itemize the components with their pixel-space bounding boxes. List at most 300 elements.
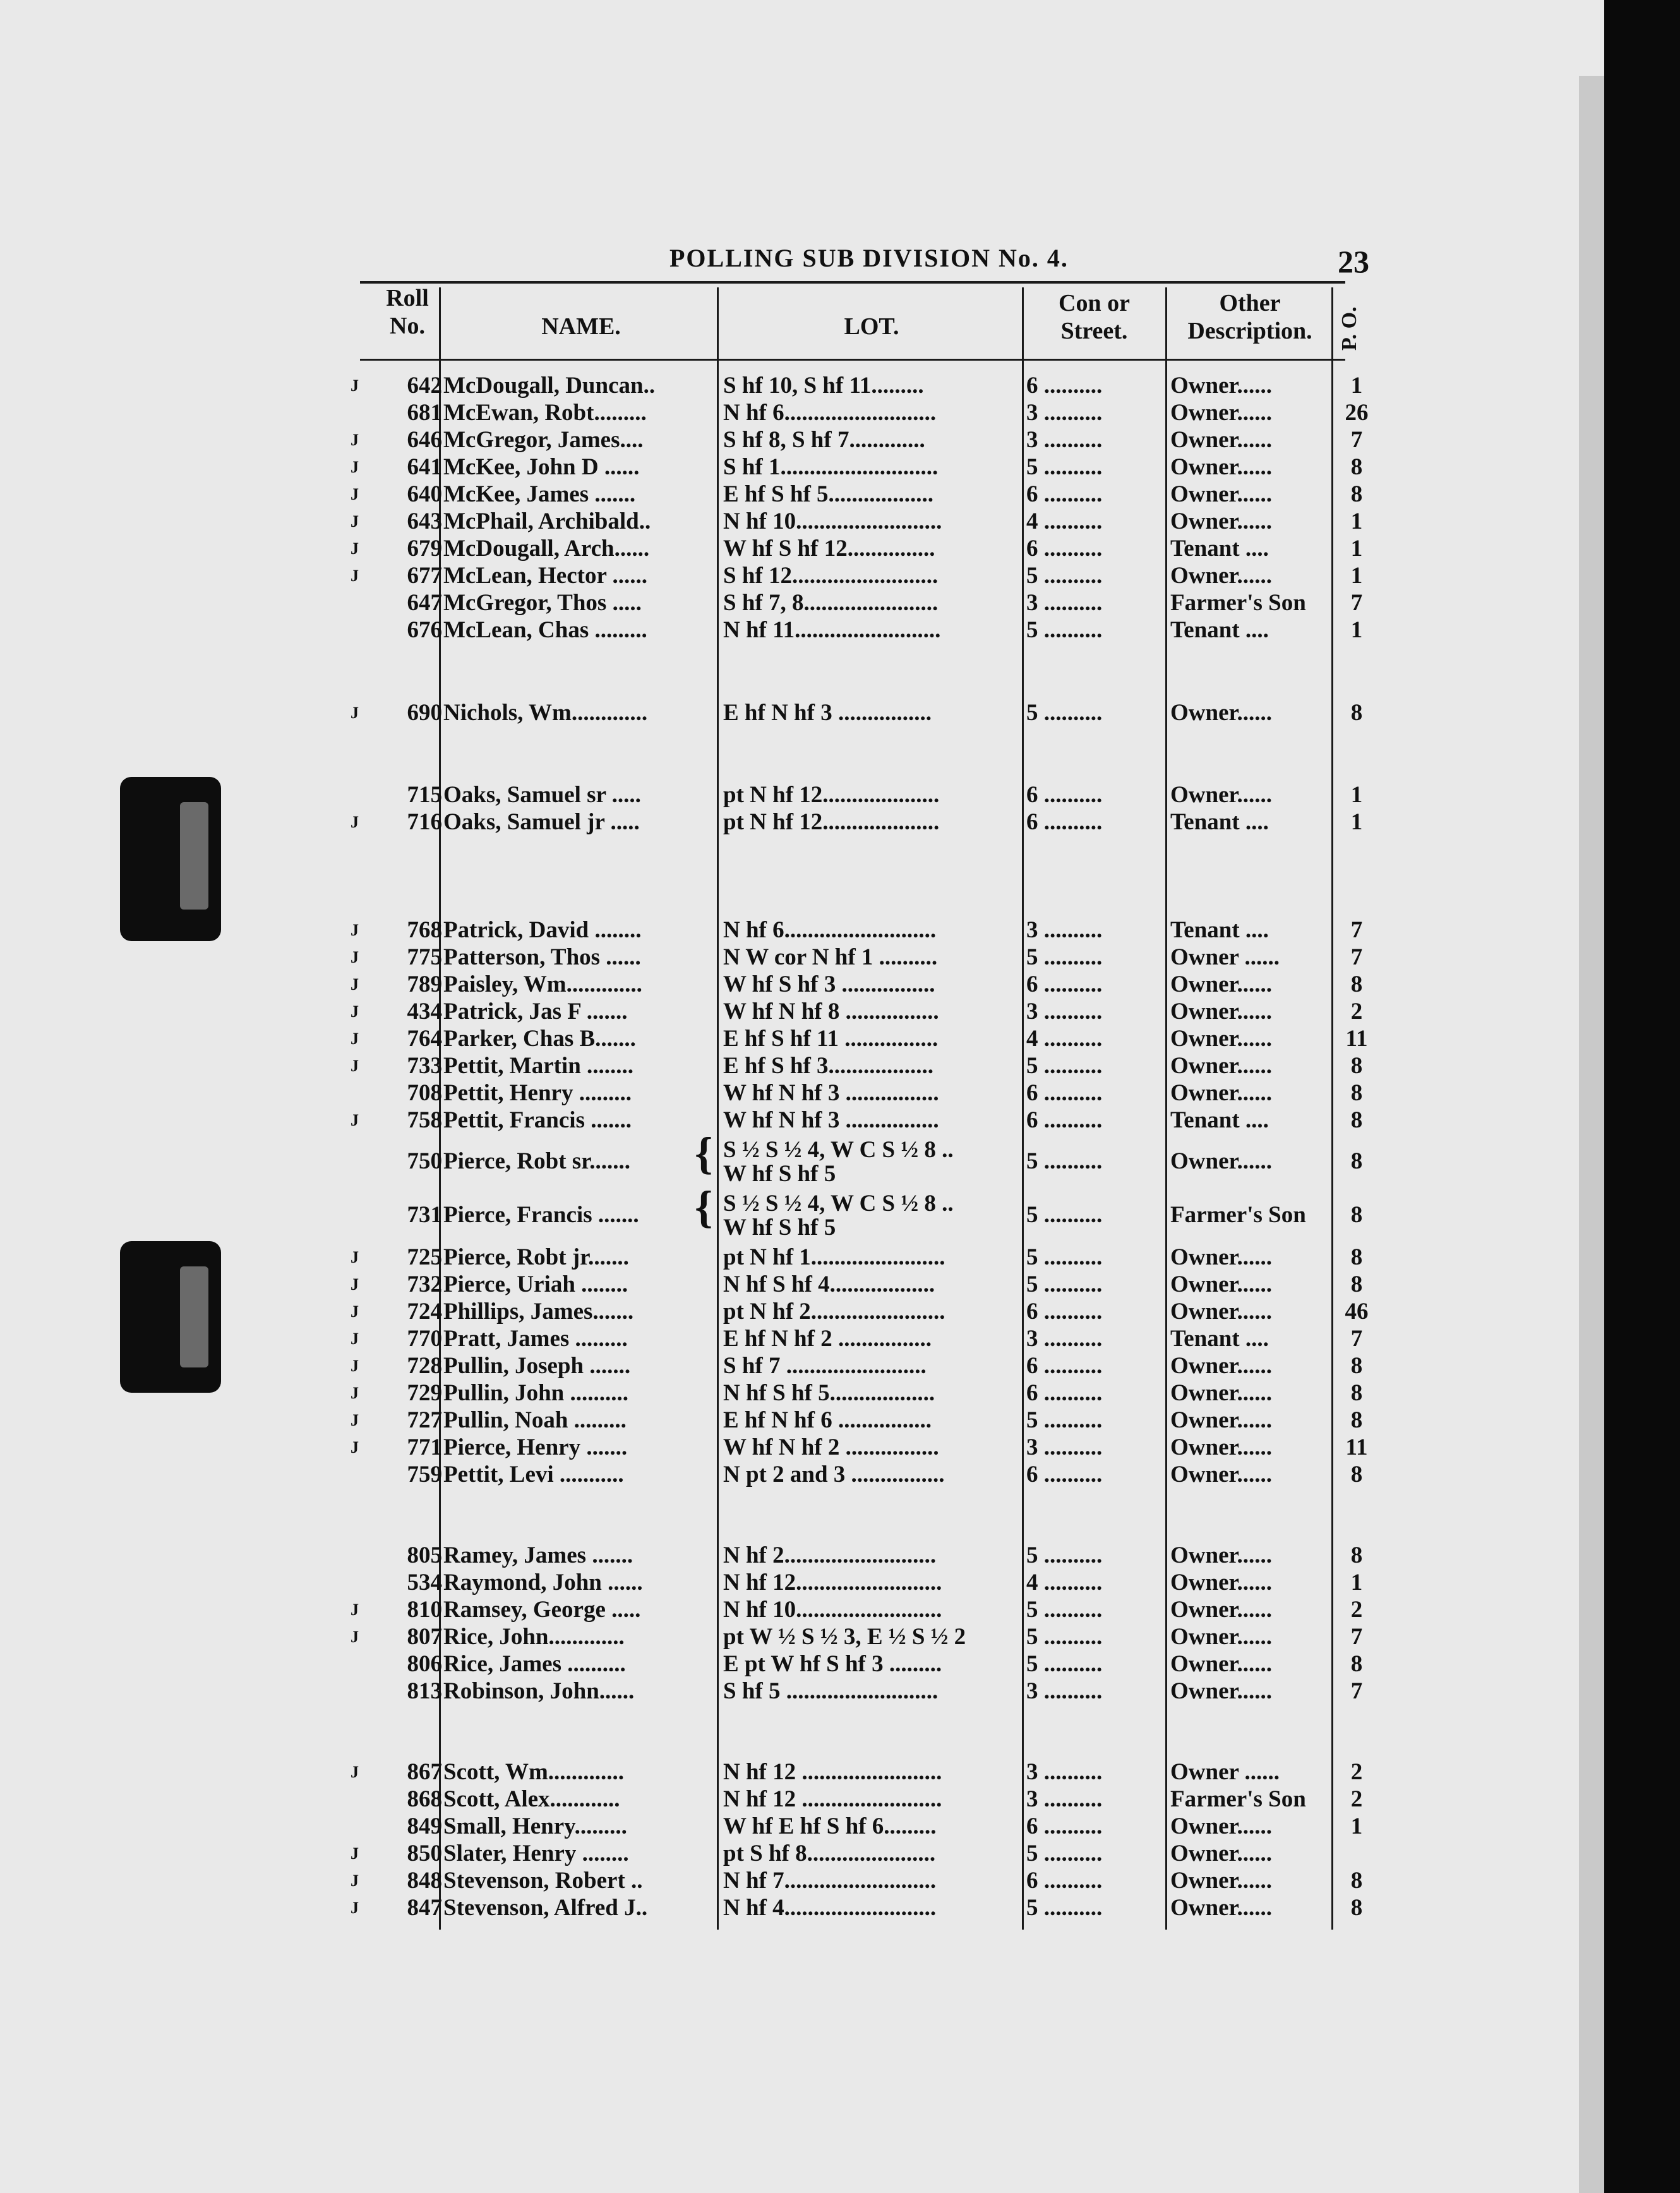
voter-name: McDougall, Duncan.. [443, 373, 656, 399]
lot-description: pt N hf 12.................... [723, 809, 940, 835]
voter-mark: J [351, 485, 359, 503]
post-office: 8 [1350, 481, 1363, 507]
roll-number: 647 [407, 590, 442, 616]
voter-name: Stevenson, Robert .. [443, 1868, 643, 1894]
voter-mark: J [351, 1411, 359, 1429]
table-row [0, 1786, 1389, 1813]
other-description: Farmer's Son [1170, 1786, 1306, 1812]
post-office: 8 [1350, 1462, 1363, 1487]
voter-mark: J [351, 1628, 359, 1646]
other-description: Owner...... [1170, 1353, 1273, 1379]
roll-number: 681 [407, 400, 442, 426]
table-row [0, 1407, 1389, 1434]
brace-mark: { [695, 1128, 713, 1179]
voter-mark: J [351, 376, 359, 395]
voter-name: Scott, Alex............ [443, 1786, 620, 1812]
concession: 5 .......... [1026, 1841, 1103, 1866]
voter-mark: J [351, 1302, 359, 1321]
voter-mark: J [351, 921, 359, 939]
concession: 6 .......... [1026, 1380, 1103, 1406]
voter-mark: J [351, 813, 359, 831]
voter-mark: J [351, 512, 359, 531]
voter-name: Scott, Wm............. [443, 1759, 625, 1785]
post-office: 1 [1350, 1570, 1363, 1595]
roll-number: 727 [407, 1407, 442, 1433]
voter-name: Pullin, Joseph ....... [443, 1353, 631, 1379]
table-row [0, 454, 1389, 481]
lot-description: W hf N hf 8 ................ [723, 999, 939, 1024]
voter-name: Slater, Henry ........ [443, 1841, 629, 1866]
voter-name: Patterson, Thos ...... [443, 944, 641, 970]
voter-name: Robinson, John...... [443, 1678, 635, 1704]
roll-number: 768 [407, 917, 442, 943]
roll-number: 770 [407, 1326, 442, 1352]
table-row [0, 1244, 1389, 1271]
voter-name: Pierce, Uriah ........ [443, 1271, 628, 1297]
table-row [0, 1380, 1389, 1407]
post-office: 7 [1350, 427, 1363, 453]
lot-description: N hf S hf 4.................. [723, 1271, 935, 1297]
table-row [0, 1678, 1389, 1705]
roll-number: 642 [407, 373, 442, 399]
lot-description: S hf 7, 8....................... [723, 590, 939, 616]
voter-name: Pullin, Noah ......... [443, 1407, 627, 1433]
other-description: Owner...... [1170, 971, 1273, 997]
other-description: Owner...... [1170, 1813, 1273, 1839]
table-row [0, 1868, 1389, 1894]
post-office: 1 [1350, 782, 1363, 808]
roll-number: 646 [407, 427, 442, 453]
table-row [0, 1080, 1389, 1107]
post-office: 8 [1350, 1868, 1363, 1894]
lot-description: N hf 12 ........................ [723, 1759, 942, 1785]
concession: 4 .......... [1026, 1026, 1103, 1052]
roll-number: 810 [407, 1597, 442, 1623]
concession: 5 .......... [1026, 1597, 1103, 1623]
voter-name: Patrick, Jas F ....... [443, 999, 628, 1024]
voter-name: Rice, James .......... [443, 1651, 626, 1677]
concession: 3 .......... [1026, 400, 1103, 426]
table-row [0, 917, 1389, 944]
concession: 6 .......... [1026, 971, 1103, 997]
other-description: Owner...... [1170, 1624, 1273, 1650]
col-head-name: NAME. [541, 313, 621, 340]
concession: 6 .......... [1026, 373, 1103, 399]
roll-number: 813 [407, 1678, 442, 1704]
table-row [0, 1299, 1389, 1325]
concession: 6 .......... [1026, 536, 1103, 562]
other-description: Owner...... [1170, 1407, 1273, 1433]
table-row [0, 590, 1389, 616]
lot-description: E hf N hf 2 ................ [723, 1326, 932, 1352]
lot-description: N hf 12......................... [723, 1570, 942, 1595]
roll-number: 434 [407, 999, 442, 1024]
voter-mark: J [351, 567, 359, 585]
other-description: Owner...... [1170, 1462, 1273, 1487]
roll-number: 868 [407, 1786, 442, 1812]
voter-name: Pierce, Robt sr....... [443, 1148, 630, 1174]
roll-number: 764 [407, 1026, 442, 1052]
lot-description: S ½ S ½ 4, W C S ½ 8 .. [723, 1137, 954, 1163]
concession: 5 .......... [1026, 563, 1103, 589]
concession: 5 .......... [1026, 1895, 1103, 1921]
roll-number: 643 [407, 508, 442, 534]
other-description: Owner...... [1170, 782, 1273, 808]
roll-number: 850 [407, 1841, 442, 1866]
lot-description: N W cor N hf 1 .......... [723, 944, 938, 970]
lot-description: pt N hf 12.................... [723, 782, 940, 808]
lot-description: S hf 5 .......................... [723, 1678, 939, 1704]
roll-number: 848 [407, 1868, 442, 1894]
table-row [0, 944, 1389, 971]
post-office: 8 [1350, 1651, 1363, 1677]
lot-description-line2: W hf S hf 5 [723, 1161, 836, 1187]
concession: 3 .......... [1026, 917, 1103, 943]
table-row [0, 508, 1389, 535]
col-head-con: Con or Street. [1059, 290, 1130, 344]
lot-description: N hf 2.......................... [723, 1542, 937, 1568]
post-office: 26 [1345, 400, 1369, 426]
table-row [0, 999, 1389, 1025]
voter-mark: J [351, 1601, 359, 1619]
concession: 6 .......... [1026, 1462, 1103, 1487]
voter-name: Pullin, John .......... [443, 1380, 629, 1406]
other-description: Owner...... [1170, 454, 1273, 480]
lot-description: W hf E hf S hf 6......... [723, 1813, 937, 1839]
post-office: 8 [1350, 454, 1363, 480]
other-description: Owner...... [1170, 999, 1273, 1024]
table-row [0, 1813, 1389, 1840]
voter-mark: J [351, 431, 359, 449]
concession: 6 .......... [1026, 1868, 1103, 1894]
other-description: Owner...... [1170, 1895, 1273, 1921]
voter-name: McPhail, Archibald.. [443, 508, 651, 534]
roll-number: 867 [407, 1759, 442, 1785]
post-office: 7 [1350, 1624, 1363, 1650]
post-office: 8 [1350, 1542, 1363, 1568]
voter-name: Pettit, Francis ....... [443, 1107, 632, 1133]
roll-number: 732 [407, 1271, 442, 1297]
roll-number: 690 [407, 700, 442, 726]
voter-mark: J [351, 1357, 359, 1375]
voter-name: McLean, Hector ...... [443, 563, 647, 589]
col-head-desc: Other Description. [1187, 290, 1312, 344]
table-row [0, 1624, 1389, 1650]
voter-name: Phillips, James....... [443, 1299, 634, 1325]
table-row [0, 1462, 1389, 1488]
table-row [0, 1182, 1389, 1241]
voter-mark: J [351, 1899, 359, 1917]
lot-description: N hf S hf 5.................. [723, 1380, 935, 1406]
lot-description: pt W ½ S ½ 3, E ½ S ½ 2 [723, 1624, 966, 1650]
lot-description: pt N hf 2....................... [723, 1299, 945, 1325]
roll-number: 775 [407, 944, 442, 970]
voter-mark: J [351, 458, 359, 476]
other-description: Owner...... [1170, 1299, 1273, 1325]
concession: 5 .......... [1026, 1148, 1103, 1174]
other-description: Farmer's Son [1170, 1202, 1306, 1228]
post-office: 1 [1350, 373, 1363, 399]
concession: 3 .......... [1026, 1786, 1103, 1812]
table-row [0, 782, 1389, 808]
concession: 5 .......... [1026, 1542, 1103, 1568]
concession: 5 .......... [1026, 1407, 1103, 1433]
other-description: Owner...... [1170, 1148, 1273, 1174]
voter-name: Pettit, Martin ........ [443, 1053, 634, 1079]
concession: 3 .......... [1026, 1326, 1103, 1352]
other-description: Tenant .... [1170, 536, 1269, 562]
other-description: Owner ...... [1170, 944, 1280, 970]
roll-number: 728 [407, 1353, 442, 1379]
concession: 5 .......... [1026, 1624, 1103, 1650]
voter-mark: J [351, 1002, 359, 1021]
concession: 5 .......... [1026, 1651, 1103, 1677]
table-row [0, 1053, 1389, 1079]
other-description: Owner...... [1170, 400, 1273, 426]
voter-name: Paisley, Wm............. [443, 971, 642, 997]
other-description: Owner...... [1170, 1651, 1273, 1677]
voter-name: Pierce, Francis ....... [443, 1202, 639, 1228]
table-row [0, 563, 1389, 589]
table-row [0, 1271, 1389, 1298]
voter-name: Pratt, James ......... [443, 1326, 628, 1352]
voter-mark: J [351, 1844, 359, 1863]
other-description: Owner...... [1170, 563, 1273, 589]
voter-name: Parker, Chas B....... [443, 1026, 636, 1052]
lot-description: pt N hf 1....................... [723, 1244, 945, 1270]
concession: 5 .......... [1026, 944, 1103, 970]
lot-description: pt S hf 8...................... [723, 1841, 936, 1866]
other-description: Owner...... [1170, 1434, 1273, 1460]
post-office: 8 [1350, 700, 1363, 726]
roll-number: 534 [407, 1570, 442, 1595]
lot-description: S ½ S ½ 4, W C S ½ 8 .. [723, 1191, 954, 1217]
post-office: 8 [1350, 1107, 1363, 1133]
other-description: Owner...... [1170, 481, 1273, 507]
lot-description: N hf 10......................... [723, 1597, 942, 1623]
lot-description: N hf 11......................... [723, 617, 941, 643]
concession: 5 .......... [1026, 454, 1103, 480]
post-office: 8 [1350, 1244, 1363, 1270]
other-description: Farmer's Son [1170, 590, 1306, 616]
post-office: 8 [1350, 1148, 1363, 1174]
voter-name: Pettit, Levi ........... [443, 1462, 624, 1487]
voter-name: McGregor, James.... [443, 427, 644, 453]
concession: 6 .......... [1026, 1813, 1103, 1839]
other-description: Tenant .... [1170, 1326, 1269, 1352]
roll-number: 731 [407, 1202, 442, 1228]
concession: 3 .......... [1026, 427, 1103, 453]
header-bottom-rule [360, 359, 1345, 361]
voter-name: Oaks, Samuel sr ..... [443, 782, 641, 808]
post-office: 7 [1350, 1678, 1363, 1704]
voter-name: Patrick, David ........ [443, 917, 642, 943]
table-row [0, 1895, 1389, 1921]
header-top-rule [360, 281, 1345, 284]
post-office: 8 [1350, 1080, 1363, 1106]
post-office: 1 [1350, 617, 1363, 643]
voter-mark: J [351, 975, 359, 994]
lot-description: S hf 1........................... [723, 454, 939, 480]
concession: 5 .......... [1026, 1244, 1103, 1270]
other-description: Owner...... [1170, 1026, 1273, 1052]
lot-description: E hf N hf 3 ................ [723, 700, 932, 726]
roll-number: 679 [407, 536, 442, 562]
other-description: Owner...... [1170, 1570, 1273, 1595]
post-office: 1 [1350, 563, 1363, 589]
concession: 5 .......... [1026, 700, 1103, 726]
post-office: 11 [1345, 1026, 1368, 1052]
table-row [0, 427, 1389, 454]
post-office: 2 [1350, 999, 1363, 1024]
concession: 6 .......... [1026, 1080, 1103, 1106]
voter-name: Nichols, Wm............. [443, 700, 648, 726]
roll-number: 789 [407, 971, 442, 997]
table-row [0, 1434, 1389, 1461]
col-head-roll: Roll No. [386, 285, 429, 339]
voter-name: McDougall, Arch...... [443, 536, 650, 562]
table-row [0, 373, 1389, 399]
roll-number: 759 [407, 1462, 442, 1487]
voter-name: Raymond, John ...... [443, 1570, 643, 1595]
lot-description: N hf 10......................... [723, 508, 942, 534]
roll-number: 716 [407, 809, 442, 835]
lot-description: W hf S hf 3 ................ [723, 971, 935, 997]
roll-number: 724 [407, 1299, 442, 1325]
post-office: 11 [1345, 1434, 1368, 1460]
voter-name: Pettit, Henry ......... [443, 1080, 632, 1106]
roll-number: 733 [407, 1053, 442, 1079]
lot-description: E pt W hf S hf 3 ......... [723, 1651, 942, 1677]
table-row [0, 1026, 1389, 1052]
other-description: Owner...... [1170, 1868, 1273, 1894]
table-row [0, 700, 1389, 726]
other-description: Owner...... [1170, 1053, 1273, 1079]
post-office: 8 [1350, 1353, 1363, 1379]
table-row [0, 1570, 1389, 1596]
voter-mark: J [351, 704, 359, 722]
table-row [0, 809, 1389, 836]
other-description: Owner...... [1170, 1080, 1273, 1106]
lot-description: N hf 12 ........................ [723, 1786, 942, 1812]
concession: 3 .......... [1026, 1678, 1103, 1704]
voter-mark: J [351, 1030, 359, 1048]
post-office: 8 [1350, 1271, 1363, 1297]
roll-number: 849 [407, 1813, 442, 1839]
table-row [0, 1651, 1389, 1678]
lot-description: N hf 4.......................... [723, 1895, 937, 1921]
other-description: Owner...... [1170, 1841, 1273, 1866]
voter-name: McGregor, Thos ..... [443, 590, 642, 616]
other-description: Tenant .... [1170, 809, 1269, 835]
concession: 5 .......... [1026, 1053, 1103, 1079]
roll-number: 641 [407, 454, 442, 480]
col-head-lot: LOT. [844, 313, 899, 340]
voter-mark: J [351, 1111, 359, 1129]
post-office: 1 [1350, 809, 1363, 835]
voter-name: McLean, Chas ......... [443, 617, 647, 643]
concession: 3 .......... [1026, 590, 1103, 616]
voter-name: Pierce, Henry ....... [443, 1434, 628, 1460]
voter-name: Rice, John............. [443, 1624, 625, 1650]
table-row [0, 536, 1389, 562]
voter-mark: J [351, 948, 359, 966]
post-office: 7 [1350, 944, 1363, 970]
concession: 6 .......... [1026, 1299, 1103, 1325]
post-office: 8 [1350, 1202, 1363, 1228]
roll-number: 750 [407, 1148, 442, 1174]
other-description: Owner...... [1170, 1597, 1273, 1623]
concession: 3 .......... [1026, 999, 1103, 1024]
other-description: Owner...... [1170, 1678, 1273, 1704]
concession: 3 .......... [1026, 1434, 1103, 1460]
post-office: 1 [1350, 1813, 1363, 1839]
post-office: 7 [1350, 917, 1363, 943]
concession: 4 .......... [1026, 1570, 1103, 1595]
table-row [0, 617, 1389, 644]
voter-name: Small, Henry......... [443, 1813, 627, 1839]
post-office: 8 [1350, 1053, 1363, 1079]
table-row [0, 481, 1389, 508]
voter-name: Ramsey, George ..... [443, 1597, 641, 1623]
other-description: Owner...... [1170, 1380, 1273, 1406]
other-description: Tenant .... [1170, 617, 1269, 643]
other-description: Tenant .... [1170, 917, 1269, 943]
roll-number: 708 [407, 1080, 442, 1106]
roll-number: 847 [407, 1895, 442, 1921]
table-row [0, 1326, 1389, 1352]
voter-mark: J [351, 1057, 359, 1075]
roll-number: 771 [407, 1434, 442, 1460]
other-description: Owner...... [1170, 508, 1273, 534]
voter-mark: J [351, 1330, 359, 1348]
post-office: 8 [1350, 971, 1363, 997]
roll-number: 807 [407, 1624, 442, 1650]
post-office: 1 [1350, 536, 1363, 562]
table-row [0, 1542, 1389, 1569]
table-row [0, 1759, 1389, 1786]
table-row [0, 971, 1389, 998]
concession: 4 .......... [1026, 508, 1103, 534]
roll-number: 806 [407, 1651, 442, 1677]
lot-description: S hf 12......................... [723, 563, 939, 589]
page-number: 23 [1338, 244, 1369, 279]
other-description: Owner...... [1170, 1542, 1273, 1568]
roll-number: 677 [407, 563, 442, 589]
page-header-title: POLLING SUB DIVISION No. 4. [669, 244, 1069, 272]
lot-description: E hf S hf 11 ................ [723, 1026, 939, 1052]
voter-mark: J [351, 1763, 359, 1781]
roll-number: 805 [407, 1542, 442, 1568]
other-description: Owner...... [1170, 427, 1273, 453]
post-office: 2 [1350, 1759, 1363, 1785]
roll-number: 640 [407, 481, 442, 507]
concession: 6 .......... [1026, 809, 1103, 835]
post-office: 8 [1350, 1380, 1363, 1406]
concession: 6 .......... [1026, 1107, 1103, 1133]
post-office: 7 [1350, 590, 1363, 616]
roll-number: 676 [407, 617, 442, 643]
concession: 6 .......... [1026, 1353, 1103, 1379]
concession: 5 .......... [1026, 1202, 1103, 1228]
voter-name: McKee, James ....... [443, 481, 636, 507]
voter-mark: J [351, 1872, 359, 1890]
voter-mark: J [351, 1275, 359, 1294]
lot-description: E hf S hf 3.................. [723, 1053, 934, 1079]
col-head-po: P. O. [1338, 306, 1361, 351]
lot-description: S hf 7 ........................ [723, 1353, 927, 1379]
post-office: 2 [1350, 1597, 1363, 1623]
